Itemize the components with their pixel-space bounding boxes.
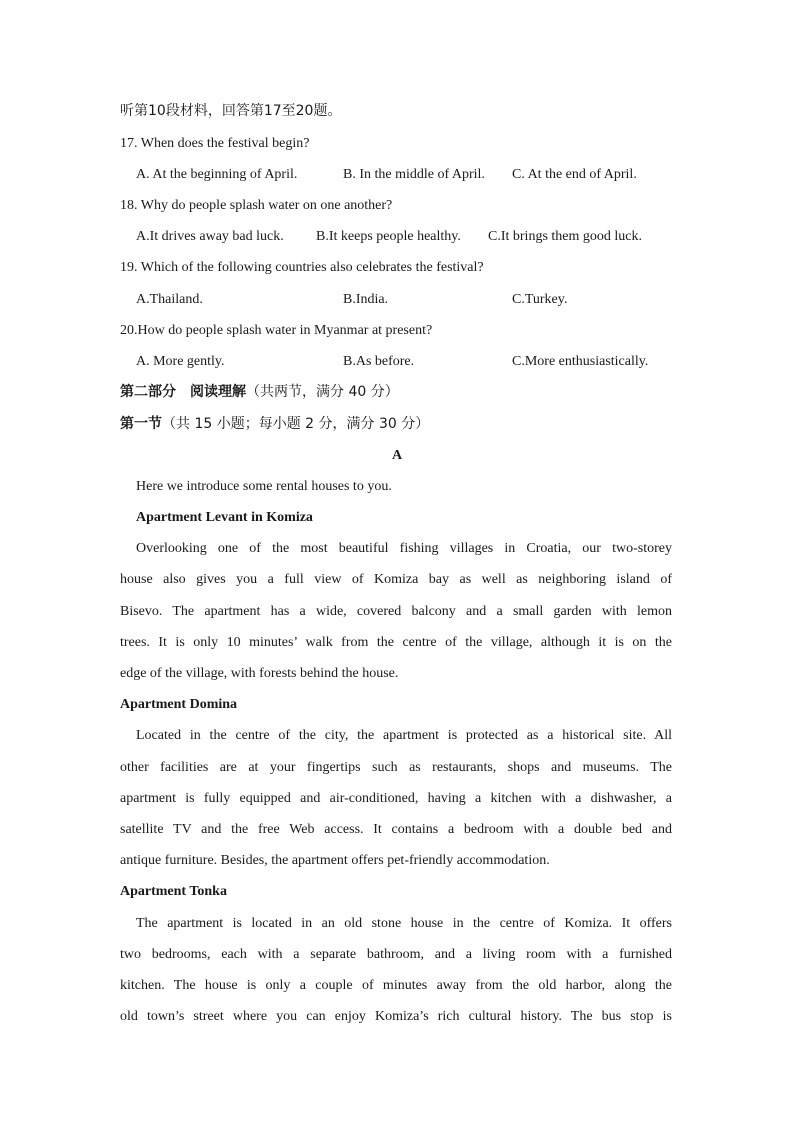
paragraph-line: edge of the village, with forests behind the house. xyxy=(120,666,399,681)
paragraph-line: other facilities are at your fingertips such as restaurants, shops and museums. The xyxy=(120,760,672,775)
question-17-options xyxy=(136,164,672,186)
option-a: A. At the beginning of April. xyxy=(136,167,298,182)
listening-instruction: 听第10段材料，回答第17至20题。 xyxy=(120,103,342,119)
option-a: A.It drives away bad luck. xyxy=(136,229,284,244)
question-20-stem: 20.How do people splash water in Myanmar at present? xyxy=(120,323,433,338)
question-19-options xyxy=(136,289,672,311)
paragraph-line: two bedrooms, each with a separate bathroom, and a living room with a furnished xyxy=(120,947,672,962)
option-c: C.It brings them good luck. xyxy=(488,229,642,244)
question-20-options xyxy=(136,351,672,373)
paragraph-line: antique furniture. Besides, the apartment offers pet-friendly accommodation. xyxy=(120,853,550,868)
apartment-title-domina: Apartment Domina xyxy=(120,697,238,712)
option-b: B.As before. xyxy=(343,354,415,369)
section1-heading-bold: 第一节 xyxy=(120,416,162,432)
option-c: C.Turkey. xyxy=(512,292,568,307)
section1-heading-rest: （共 15 小题；每小题 2 分，满分 30 分） xyxy=(162,416,430,432)
apartment-title-levant: Apartment Levant in Komiza xyxy=(136,510,313,525)
option-a: A. More gently. xyxy=(136,354,225,369)
question-19-stem: 19. Which of the following countries also celebrates the festival? xyxy=(120,260,484,275)
paragraph-line: Overlooking one of the most beautiful fishing villages in Croatia, our two-storey xyxy=(136,541,672,556)
paragraph-line: Located in the centre of the city, the apartment is protected as a historical site. All xyxy=(136,728,672,743)
option-c: C. At the end of April. xyxy=(512,167,637,182)
part2-heading-bold: 第二部分 阅读理解 xyxy=(120,384,246,400)
paragraph-line: old town’s street where you can enjoy Komiza’s rich cultural history. The bus stop is xyxy=(120,1009,672,1024)
paragraph-line: house also gives you a full view of Komiza bay as well as neighboring island of xyxy=(120,572,672,587)
option-b: B. In the middle of April. xyxy=(343,167,485,182)
passage-letter: A xyxy=(391,448,403,463)
part2-heading xyxy=(120,381,672,403)
question-17-stem: 17. When does the festival begin? xyxy=(120,136,310,151)
passage-intro: Here we introduce some rental houses to you. xyxy=(136,479,392,494)
question-18-stem: 18. Why do people splash water on one another? xyxy=(120,198,393,213)
option-a: A.Thailand. xyxy=(136,292,203,307)
option-b: B.It keeps people healthy. xyxy=(316,229,461,244)
apartment-title-tonka: Apartment Tonka xyxy=(120,884,227,899)
section1-heading xyxy=(120,413,672,435)
option-b: B.India. xyxy=(343,292,389,307)
paragraph-line: Bisevo. The apartment has a wide, covered balcony and a small garden with lemon xyxy=(120,604,672,619)
paragraph-line: apartment is fully equipped and air-conditioned, having a kitchen with a dishwasher, a xyxy=(120,791,672,806)
paragraph-line: trees. It is only 10 minutes’ walk from the centre of the village, although it is on the xyxy=(120,635,672,650)
part2-heading-rest: （共两节，满分 40 分） xyxy=(246,384,399,400)
paragraph-line: kitchen. The house is only a couple of minutes away from the old harbor, along the xyxy=(120,978,672,993)
paragraph-line: The apartment is located in an old stone house in the centre of Komiza. It offers xyxy=(136,916,672,931)
option-c: C.More enthusiastically. xyxy=(512,354,649,369)
paragraph-line: satellite TV and the free Web access. It contains a bedroom with a double bed and xyxy=(120,822,672,837)
question-18-options xyxy=(136,226,672,248)
